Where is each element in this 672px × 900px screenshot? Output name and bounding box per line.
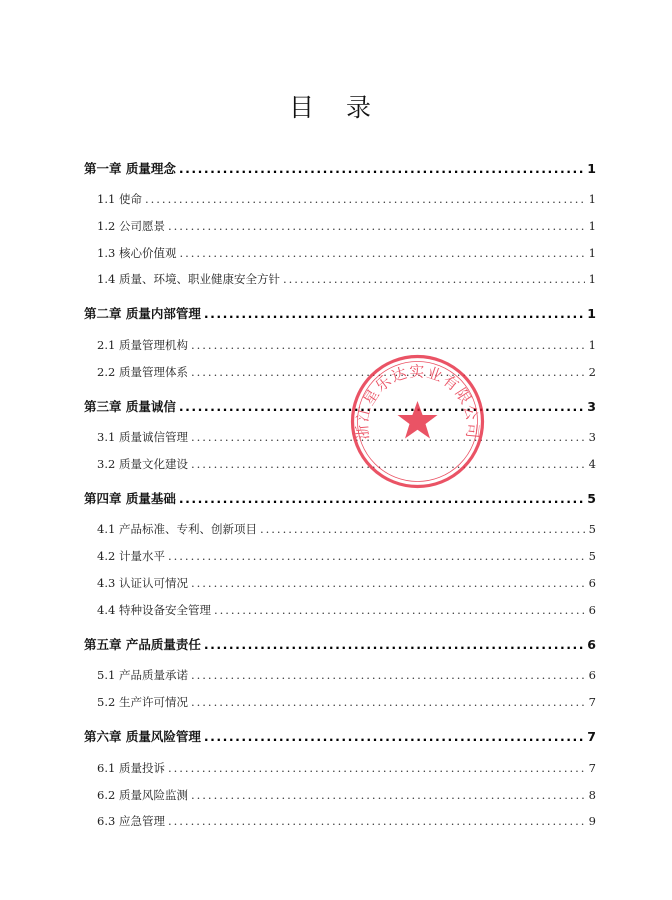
toc-section-row[interactable] (84, 364, 596, 380)
page-number: 1 (587, 161, 596, 176)
section-title: 5.1 产品质量承诺 (97, 668, 188, 682)
section-title: 1.2 公司愿景 (97, 219, 165, 233)
dot-leader (214, 603, 585, 617)
toc-section-row[interactable] (84, 787, 596, 803)
page-number: 2 (588, 365, 596, 379)
toc-title: 目 录 (289, 93, 383, 122)
dot-leader (191, 338, 585, 352)
page-number: 6 (588, 576, 596, 590)
toc-chapter-row[interactable] (84, 159, 596, 177)
page-number: 3 (587, 399, 596, 414)
chapter-title: 第六章 质量风险管理 (84, 729, 201, 744)
company-seal-icon (349, 353, 486, 490)
page-number: 4 (588, 457, 596, 471)
section-title: 4.4 特种设备安全管理 (97, 603, 211, 617)
section-title: 1.1 使命 (97, 192, 142, 206)
dot-leader (168, 219, 585, 233)
chapter-title: 第二章 质量内部管理 (84, 306, 201, 321)
dot-leader (191, 576, 585, 590)
dot-leader (283, 272, 585, 286)
page-number: 1 (588, 272, 596, 286)
page-number: 7 (587, 729, 596, 744)
toc-section-row[interactable] (84, 694, 596, 710)
section-title: 1.3 核心价值观 (97, 246, 177, 260)
toc-section-row[interactable] (84, 575, 596, 591)
page-number: 6 (588, 668, 596, 682)
toc-section-row[interactable] (84, 429, 596, 445)
section-title: 6.1 质量投诉 (97, 761, 165, 775)
section-title: 6.2 质量风险监测 (97, 788, 188, 802)
toc-section-row[interactable] (84, 271, 596, 287)
page-number: 8 (588, 788, 596, 802)
dot-leader (191, 668, 585, 682)
dot-leader (191, 788, 585, 802)
page-number: 6 (588, 603, 596, 617)
page-number: 1 (588, 338, 596, 352)
dot-leader (168, 814, 585, 828)
dot-leader (168, 761, 585, 775)
page-number: 7 (588, 761, 596, 775)
page-number: 1 (588, 192, 596, 206)
toc-section-row[interactable] (84, 760, 596, 776)
toc-section-row[interactable] (84, 337, 596, 353)
section-title: 1.4 质量、环境、职业健康安全方针 (97, 272, 280, 286)
section-title: 5.2 生产许可情况 (97, 695, 188, 709)
dot-leader (179, 246, 585, 260)
toc-section-row[interactable] (84, 602, 596, 618)
toc-section-row[interactable] (84, 548, 596, 564)
section-title: 2.1 质量管理机构 (97, 338, 188, 352)
page-number: 7 (588, 695, 596, 709)
toc-section-row[interactable] (84, 667, 596, 683)
dot-leader (204, 729, 584, 744)
page-number: 1 (587, 306, 596, 321)
page-number: 5 (588, 549, 596, 563)
page-number: 1 (588, 246, 596, 260)
chapter-title: 第三章 质量诚信 (84, 399, 176, 414)
page-number: 9 (588, 814, 596, 828)
toc-chapter-row[interactable] (84, 635, 596, 653)
chapter-title: 第五章 产品质量责任 (84, 637, 201, 652)
chapter-title: 第一章 质量理念 (84, 161, 176, 176)
section-title: 3.2 质量文化建设 (97, 457, 188, 471)
section-title: 4.3 认证认可情况 (97, 576, 188, 590)
page-number: 3 (588, 430, 596, 444)
section-title: 2.2 质量管理体系 (97, 365, 188, 379)
toc-section-row[interactable] (84, 218, 596, 234)
dot-leader (179, 491, 584, 506)
page-number: 6 (587, 637, 596, 652)
dot-leader (191, 695, 585, 709)
dot-leader (168, 549, 585, 563)
svg-text:浙江星乐达实业有限公司: 浙江星乐达实业有限公司 (353, 362, 482, 441)
chapter-title: 第四章 质量基础 (84, 491, 176, 506)
toc-chapter-row[interactable] (84, 727, 596, 745)
toc-chapter-row[interactable] (84, 397, 596, 415)
section-title: 4.1 产品标准、专利、创新项目 (97, 522, 257, 536)
dot-leader (260, 522, 585, 536)
dot-leader (204, 637, 584, 652)
toc-section-row[interactable] (84, 245, 596, 261)
toc-section-row[interactable] (84, 813, 596, 829)
page-number: 5 (588, 522, 596, 536)
toc-section-row[interactable] (84, 191, 596, 207)
section-title: 3.1 质量诚信管理 (97, 430, 188, 444)
toc-chapter-row[interactable] (84, 489, 596, 507)
section-title: 4.2 计量水平 (97, 549, 165, 563)
dot-leader (179, 161, 584, 176)
page-number: 1 (588, 219, 596, 233)
page-number: 5 (587, 491, 596, 506)
toc-section-row[interactable] (84, 456, 596, 472)
section-title: 6.3 应急管理 (97, 814, 165, 828)
dot-leader (145, 192, 585, 206)
toc-chapter-row[interactable] (84, 304, 596, 322)
toc-section-row[interactable] (84, 521, 596, 537)
dot-leader (204, 306, 584, 321)
